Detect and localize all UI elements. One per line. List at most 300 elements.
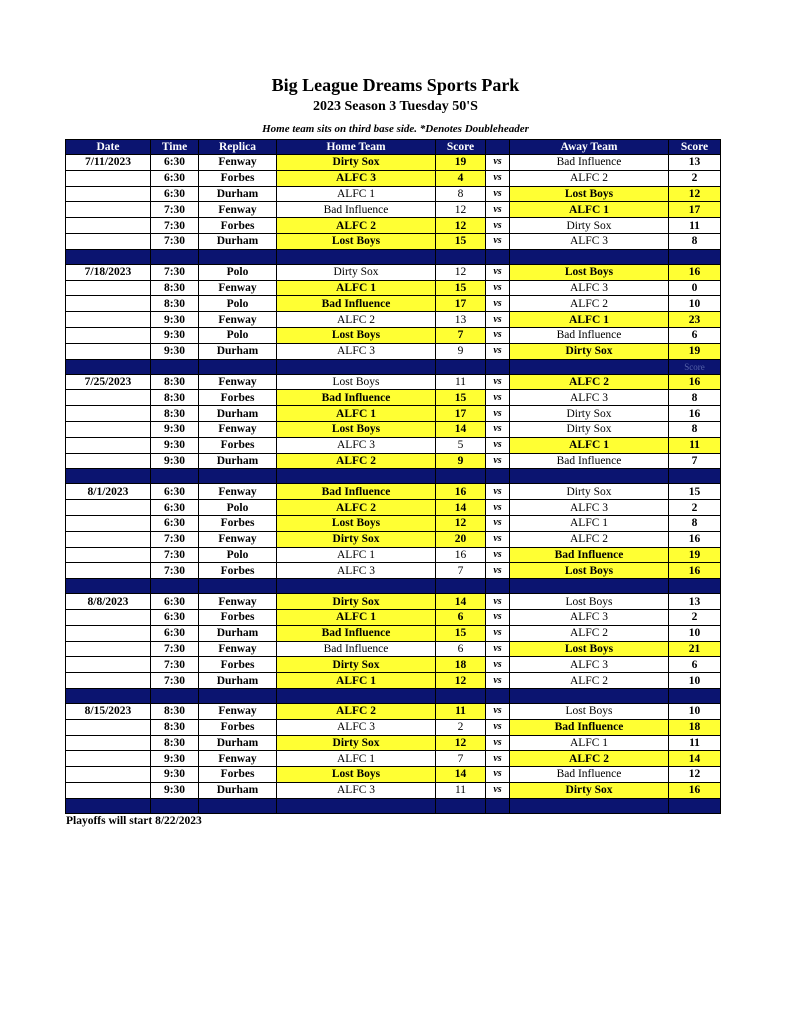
away-score: 12 bbox=[669, 767, 721, 783]
away-score: 7 bbox=[669, 453, 721, 469]
vs-label: vs bbox=[486, 500, 510, 516]
separator-cell bbox=[199, 249, 277, 264]
separator-cell bbox=[486, 688, 510, 703]
separator-cell bbox=[486, 359, 510, 374]
vs-label: vs bbox=[486, 453, 510, 469]
away-team: ALFC 3 bbox=[510, 500, 669, 516]
replica-field: Durham bbox=[199, 782, 277, 798]
home-score: 12 bbox=[436, 735, 486, 751]
replica-field: Fenway bbox=[199, 202, 277, 218]
vs-label: vs bbox=[486, 515, 510, 531]
home-team: ALFC 1 bbox=[277, 406, 436, 422]
vs-label: vs bbox=[486, 202, 510, 218]
away-score: 16 bbox=[669, 782, 721, 798]
replica-field: Polo bbox=[199, 327, 277, 343]
away-team: Dirty Sox bbox=[510, 421, 669, 437]
game-date: 7/25/2023 bbox=[66, 374, 151, 390]
game-time: 8:30 bbox=[151, 719, 199, 735]
game-row bbox=[66, 609, 721, 625]
home-score: 11 bbox=[436, 374, 486, 390]
col-header-home-team: Home Team bbox=[277, 140, 436, 155]
vs-label: vs bbox=[486, 609, 510, 625]
replica-field: Fenway bbox=[199, 155, 277, 171]
vs-label: vs bbox=[486, 625, 510, 641]
home-team: Lost Boys bbox=[277, 327, 436, 343]
away-team: Bad Influence bbox=[510, 767, 669, 783]
away-team: Lost Boys bbox=[510, 594, 669, 610]
replica-field: Forbes bbox=[199, 515, 277, 531]
game-date: 8/15/2023 bbox=[66, 703, 151, 719]
away-team: ALFC 3 bbox=[510, 390, 669, 406]
game-row bbox=[66, 218, 721, 234]
home-score: 6 bbox=[436, 641, 486, 657]
game-time: 6:30 bbox=[151, 186, 199, 202]
game-date-empty bbox=[66, 280, 151, 296]
home-team: ALFC 3 bbox=[277, 343, 436, 359]
separator-cell bbox=[277, 688, 436, 703]
home-team: ALFC 1 bbox=[277, 280, 436, 296]
away-score: 2 bbox=[669, 609, 721, 625]
home-score: 12 bbox=[436, 218, 486, 234]
home-team: Lost Boys bbox=[277, 374, 436, 390]
away-team: ALFC 3 bbox=[510, 280, 669, 296]
vs-label: vs bbox=[486, 186, 510, 202]
game-time: 8:30 bbox=[151, 703, 199, 719]
home-team: Dirty Sox bbox=[277, 657, 436, 673]
home-team: ALFC 1 bbox=[277, 609, 436, 625]
home-score: 13 bbox=[436, 312, 486, 328]
home-team: ALFC 1 bbox=[277, 673, 436, 689]
game-date-empty bbox=[66, 233, 151, 249]
vs-label: vs bbox=[486, 594, 510, 610]
separator-cell bbox=[436, 688, 486, 703]
game-date-empty bbox=[66, 563, 151, 579]
away-team: Dirty Sox bbox=[510, 484, 669, 500]
home-score: 6 bbox=[436, 609, 486, 625]
separator-cell bbox=[436, 469, 486, 484]
away-score: 16 bbox=[669, 264, 721, 280]
home-team: ALFC 3 bbox=[277, 782, 436, 798]
col-header-date: Date bbox=[66, 140, 151, 155]
away-score: 11 bbox=[669, 437, 721, 453]
home-score: 17 bbox=[436, 406, 486, 422]
away-team: ALFC 1 bbox=[510, 312, 669, 328]
replica-field: Durham bbox=[199, 673, 277, 689]
game-date-empty bbox=[66, 735, 151, 751]
vs-label: vs bbox=[486, 767, 510, 783]
home-score: 7 bbox=[436, 563, 486, 579]
vs-label: vs bbox=[486, 437, 510, 453]
home-score: 16 bbox=[436, 484, 486, 500]
away-score: 12 bbox=[669, 186, 721, 202]
separator-cell bbox=[66, 688, 151, 703]
home-team: Lost Boys bbox=[277, 421, 436, 437]
game-date-empty bbox=[66, 327, 151, 343]
away-score: 18 bbox=[669, 719, 721, 735]
game-date-empty bbox=[66, 218, 151, 234]
home-score: 12 bbox=[436, 264, 486, 280]
game-time: 6:30 bbox=[151, 594, 199, 610]
game-date-empty bbox=[66, 609, 151, 625]
game-row bbox=[66, 484, 721, 500]
home-team: ALFC 3 bbox=[277, 563, 436, 579]
replica-field: Forbes bbox=[199, 657, 277, 673]
replica-field: Durham bbox=[199, 735, 277, 751]
vs-label: vs bbox=[486, 155, 510, 171]
home-score: 7 bbox=[436, 751, 486, 767]
home-team: ALFC 2 bbox=[277, 218, 436, 234]
home-team: ALFC 1 bbox=[277, 547, 436, 563]
game-date-empty bbox=[66, 296, 151, 312]
separator-cell bbox=[436, 359, 486, 374]
separator-cell bbox=[510, 688, 669, 703]
separator-score-note: Score bbox=[669, 359, 721, 374]
away-score: 8 bbox=[669, 421, 721, 437]
vs-label: vs bbox=[486, 484, 510, 500]
game-row bbox=[66, 751, 721, 767]
separator-cell bbox=[510, 798, 669, 813]
game-row bbox=[66, 155, 721, 171]
home-score: 14 bbox=[436, 594, 486, 610]
away-score: 10 bbox=[669, 703, 721, 719]
home-score: 4 bbox=[436, 170, 486, 186]
week-separator bbox=[66, 249, 721, 264]
game-date-empty bbox=[66, 673, 151, 689]
home-score: 14 bbox=[436, 421, 486, 437]
away-score: 11 bbox=[669, 218, 721, 234]
vs-label: vs bbox=[486, 735, 510, 751]
away-team: ALFC 2 bbox=[510, 625, 669, 641]
home-score: 2 bbox=[436, 719, 486, 735]
week-separator bbox=[66, 359, 721, 374]
replica-field: Durham bbox=[199, 625, 277, 641]
separator-cell bbox=[277, 359, 436, 374]
game-row bbox=[66, 500, 721, 516]
away-score: 23 bbox=[669, 312, 721, 328]
replica-field: Fenway bbox=[199, 421, 277, 437]
separator-cell bbox=[151, 688, 199, 703]
separator-cell bbox=[199, 469, 277, 484]
replica-field: Polo bbox=[199, 547, 277, 563]
away-score: 8 bbox=[669, 233, 721, 249]
away-score: 0 bbox=[669, 280, 721, 296]
vs-label: vs bbox=[486, 719, 510, 735]
home-score: 20 bbox=[436, 531, 486, 547]
game-time: 9:30 bbox=[151, 327, 199, 343]
replica-field: Polo bbox=[199, 500, 277, 516]
separator-cell bbox=[510, 249, 669, 264]
game-row bbox=[66, 515, 721, 531]
separator-cell bbox=[66, 469, 151, 484]
vs-label: vs bbox=[486, 390, 510, 406]
home-score: 12 bbox=[436, 202, 486, 218]
separator-cell bbox=[669, 688, 721, 703]
vs-label: vs bbox=[486, 312, 510, 328]
vs-label: vs bbox=[486, 264, 510, 280]
home-team: Dirty Sox bbox=[277, 155, 436, 171]
separator-cell bbox=[277, 249, 436, 264]
away-team: ALFC 2 bbox=[510, 751, 669, 767]
game-date-empty bbox=[66, 547, 151, 563]
home-score: 15 bbox=[436, 280, 486, 296]
game-date-empty bbox=[66, 515, 151, 531]
game-date-empty bbox=[66, 406, 151, 422]
replica-field: Forbes bbox=[199, 563, 277, 579]
vs-label: vs bbox=[486, 782, 510, 798]
game-date: 8/8/2023 bbox=[66, 594, 151, 610]
home-team: Lost Boys bbox=[277, 767, 436, 783]
vs-label: vs bbox=[486, 170, 510, 186]
game-date-empty bbox=[66, 719, 151, 735]
separator-cell bbox=[151, 359, 199, 374]
week-separator bbox=[66, 798, 721, 813]
away-score: 13 bbox=[669, 594, 721, 610]
vs-label: vs bbox=[486, 374, 510, 390]
away-score: 19 bbox=[669, 547, 721, 563]
away-team: ALFC 2 bbox=[510, 531, 669, 547]
away-score: 8 bbox=[669, 390, 721, 406]
away-team: ALFC 1 bbox=[510, 735, 669, 751]
away-team: Lost Boys bbox=[510, 641, 669, 657]
replica-field: Forbes bbox=[199, 609, 277, 625]
home-score: 7 bbox=[436, 327, 486, 343]
separator-cell bbox=[436, 249, 486, 264]
game-time: 6:30 bbox=[151, 170, 199, 186]
game-time: 7:30 bbox=[151, 563, 199, 579]
replica-field: Forbes bbox=[199, 437, 277, 453]
separator-cell bbox=[199, 579, 277, 594]
game-row bbox=[66, 186, 721, 202]
schedule-table bbox=[65, 139, 721, 814]
game-time: 8:30 bbox=[151, 390, 199, 406]
separator-cell bbox=[151, 249, 199, 264]
separator-cell bbox=[199, 359, 277, 374]
separator-cell bbox=[486, 579, 510, 594]
game-time: 9:30 bbox=[151, 312, 199, 328]
vs-label: vs bbox=[486, 531, 510, 547]
away-score: 16 bbox=[669, 406, 721, 422]
game-time: 6:30 bbox=[151, 155, 199, 171]
replica-field: Forbes bbox=[199, 767, 277, 783]
separator-cell bbox=[151, 469, 199, 484]
separator-cell bbox=[486, 249, 510, 264]
home-team: ALFC 2 bbox=[277, 312, 436, 328]
away-team: Lost Boys bbox=[510, 703, 669, 719]
page-title: Big League Dreams Sports Park bbox=[271, 75, 520, 95]
home-team: Lost Boys bbox=[277, 233, 436, 249]
away-team: Lost Boys bbox=[510, 264, 669, 280]
separator-cell bbox=[510, 579, 669, 594]
game-row bbox=[66, 296, 721, 312]
home-team: Bad Influence bbox=[277, 296, 436, 312]
away-team: Dirty Sox bbox=[510, 406, 669, 422]
separator-cell bbox=[277, 579, 436, 594]
separator-cell bbox=[277, 798, 436, 813]
separator-cell bbox=[277, 469, 436, 484]
vs-label: vs bbox=[486, 343, 510, 359]
away-team: ALFC 2 bbox=[510, 170, 669, 186]
replica-field: Fenway bbox=[199, 703, 277, 719]
col-header-vs bbox=[486, 140, 510, 155]
home-score: 11 bbox=[436, 703, 486, 719]
separator-cell bbox=[151, 579, 199, 594]
separator-cell bbox=[66, 798, 151, 813]
home-score: 8 bbox=[436, 186, 486, 202]
away-score: 16 bbox=[669, 563, 721, 579]
away-team: Bad Influence bbox=[510, 719, 669, 735]
game-time: 7:30 bbox=[151, 673, 199, 689]
game-date-empty bbox=[66, 625, 151, 641]
separator-cell bbox=[669, 798, 721, 813]
replica-field: Durham bbox=[199, 406, 277, 422]
separator-cell bbox=[436, 579, 486, 594]
game-time: 7:30 bbox=[151, 218, 199, 234]
game-time: 6:30 bbox=[151, 500, 199, 516]
game-row bbox=[66, 312, 721, 328]
replica-field: Fenway bbox=[199, 751, 277, 767]
replica-field: Fenway bbox=[199, 484, 277, 500]
game-time: 6:30 bbox=[151, 484, 199, 500]
game-time: 7:30 bbox=[151, 202, 199, 218]
separator-cell bbox=[66, 579, 151, 594]
home-team: Lost Boys bbox=[277, 515, 436, 531]
game-date-empty bbox=[66, 751, 151, 767]
home-team: ALFC 2 bbox=[277, 500, 436, 516]
separator-cell bbox=[199, 688, 277, 703]
home-team: Bad Influence bbox=[277, 625, 436, 641]
game-row bbox=[66, 421, 721, 437]
game-date-empty bbox=[66, 453, 151, 469]
game-row bbox=[66, 673, 721, 689]
col-header-home-score: Score bbox=[436, 140, 486, 155]
away-score: 6 bbox=[669, 657, 721, 673]
schedule-note: Home team sits on third base side. *Denotes Doubleheader bbox=[262, 123, 529, 135]
separator-cell bbox=[486, 469, 510, 484]
replica-field: Forbes bbox=[199, 170, 277, 186]
away-score: 11 bbox=[669, 735, 721, 751]
away-team: Dirty Sox bbox=[510, 218, 669, 234]
replica-field: Durham bbox=[199, 186, 277, 202]
replica-field: Fenway bbox=[199, 312, 277, 328]
away-score: 8 bbox=[669, 515, 721, 531]
away-score: 10 bbox=[669, 673, 721, 689]
vs-label: vs bbox=[486, 296, 510, 312]
game-row bbox=[66, 233, 721, 249]
away-score: 2 bbox=[669, 500, 721, 516]
replica-field: Forbes bbox=[199, 390, 277, 406]
separator-cell bbox=[510, 469, 669, 484]
game-row bbox=[66, 264, 721, 280]
separator-cell bbox=[66, 359, 151, 374]
replica-field: Polo bbox=[199, 296, 277, 312]
game-row bbox=[66, 374, 721, 390]
home-team: ALFC 3 bbox=[277, 170, 436, 186]
game-row bbox=[66, 531, 721, 547]
away-team: ALFC 2 bbox=[510, 673, 669, 689]
away-team: Dirty Sox bbox=[510, 343, 669, 359]
game-date-empty bbox=[66, 782, 151, 798]
separator-cell bbox=[66, 249, 151, 264]
home-score: 9 bbox=[436, 343, 486, 359]
vs-label: vs bbox=[486, 751, 510, 767]
game-row bbox=[66, 735, 721, 751]
game-time: 9:30 bbox=[151, 343, 199, 359]
away-team: ALFC 2 bbox=[510, 296, 669, 312]
game-row bbox=[66, 782, 721, 798]
away-score: 10 bbox=[669, 625, 721, 641]
separator-cell bbox=[669, 249, 721, 264]
home-score: 15 bbox=[436, 233, 486, 249]
away-team: ALFC 3 bbox=[510, 609, 669, 625]
vs-label: vs bbox=[486, 406, 510, 422]
game-row bbox=[66, 406, 721, 422]
replica-field: Forbes bbox=[199, 719, 277, 735]
game-time: 9:30 bbox=[151, 782, 199, 798]
replica-field: Fenway bbox=[199, 280, 277, 296]
game-row bbox=[66, 327, 721, 343]
game-time: 8:30 bbox=[151, 374, 199, 390]
game-date-empty bbox=[66, 767, 151, 783]
replica-field: Polo bbox=[199, 264, 277, 280]
home-team: Dirty Sox bbox=[277, 264, 436, 280]
home-team: Bad Influence bbox=[277, 390, 436, 406]
game-time: 8:30 bbox=[151, 296, 199, 312]
game-date-empty bbox=[66, 500, 151, 516]
vs-label: vs bbox=[486, 233, 510, 249]
home-team: ALFC 2 bbox=[277, 703, 436, 719]
away-score: 16 bbox=[669, 374, 721, 390]
away-score: 6 bbox=[669, 327, 721, 343]
game-row bbox=[66, 657, 721, 673]
home-score: 15 bbox=[436, 625, 486, 641]
game-date-empty bbox=[66, 312, 151, 328]
home-team: ALFC 3 bbox=[277, 437, 436, 453]
away-score: 21 bbox=[669, 641, 721, 657]
away-team: Dirty Sox bbox=[510, 782, 669, 798]
game-time: 7:30 bbox=[151, 264, 199, 280]
away-score: 15 bbox=[669, 484, 721, 500]
header-row bbox=[66, 140, 721, 155]
schedule-body bbox=[66, 155, 721, 814]
game-row bbox=[66, 547, 721, 563]
home-score: 14 bbox=[436, 500, 486, 516]
home-team: ALFC 3 bbox=[277, 719, 436, 735]
away-score: 16 bbox=[669, 531, 721, 547]
game-row bbox=[66, 343, 721, 359]
game-date-empty bbox=[66, 390, 151, 406]
week-separator bbox=[66, 579, 721, 594]
home-score: 12 bbox=[436, 673, 486, 689]
game-row bbox=[66, 202, 721, 218]
home-score: 19 bbox=[436, 155, 486, 171]
game-date-empty bbox=[66, 641, 151, 657]
separator-cell bbox=[199, 798, 277, 813]
vs-label: vs bbox=[486, 641, 510, 657]
game-row bbox=[66, 437, 721, 453]
vs-label: vs bbox=[486, 327, 510, 343]
away-team: ALFC 1 bbox=[510, 202, 669, 218]
away-score: 10 bbox=[669, 296, 721, 312]
away-team: Bad Influence bbox=[510, 453, 669, 469]
away-team: Lost Boys bbox=[510, 186, 669, 202]
page-subtitle: 2023 Season 3 Tuesday 50'S bbox=[313, 99, 478, 114]
game-time: 7:30 bbox=[151, 233, 199, 249]
home-team: ALFC 2 bbox=[277, 453, 436, 469]
home-team: Dirty Sox bbox=[277, 735, 436, 751]
game-date-empty bbox=[66, 186, 151, 202]
home-score: 17 bbox=[436, 296, 486, 312]
vs-label: vs bbox=[486, 673, 510, 689]
